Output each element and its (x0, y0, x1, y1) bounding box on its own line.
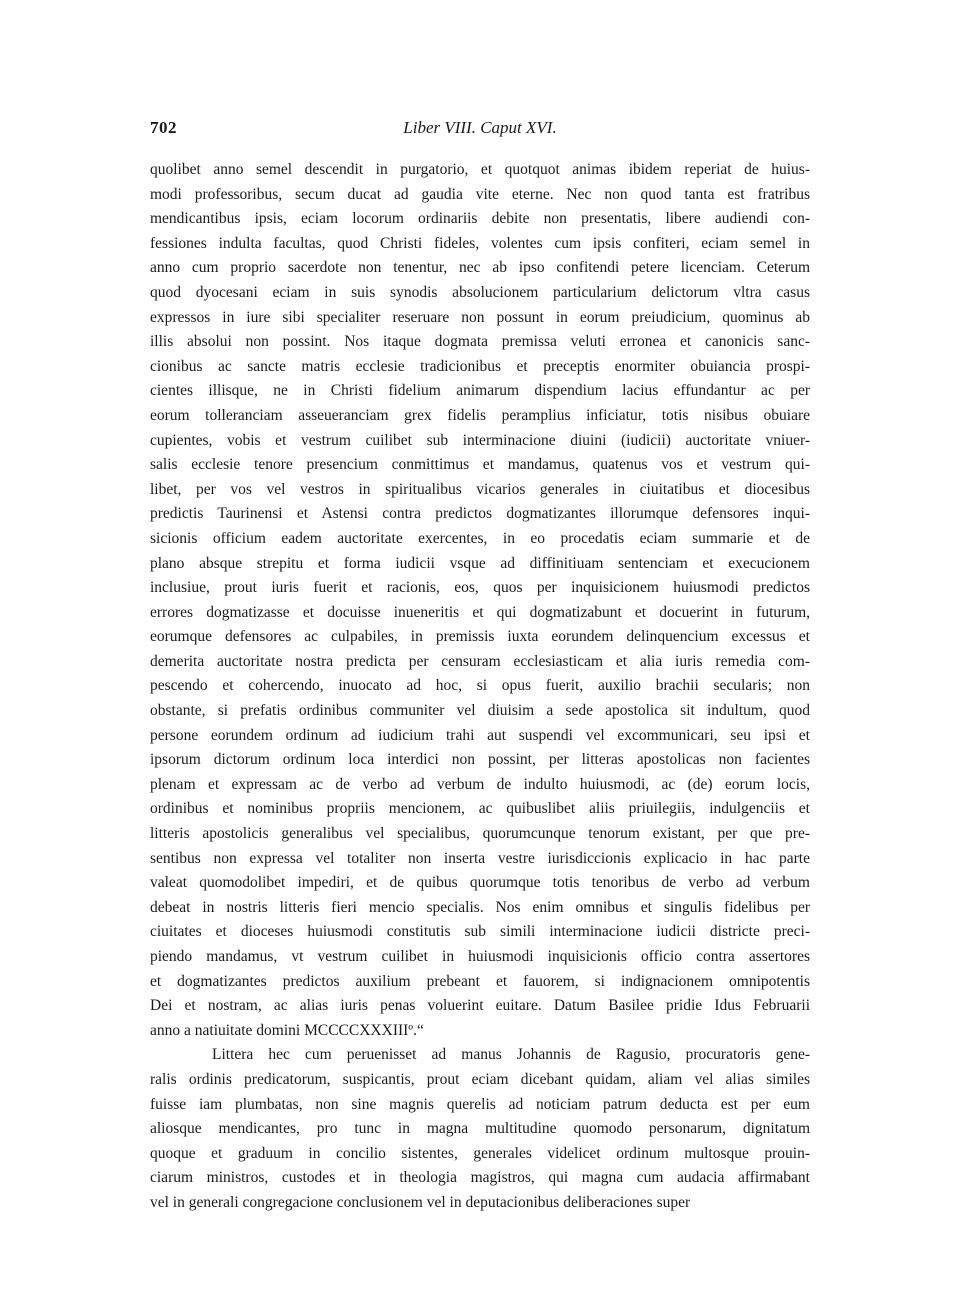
text-line: fessiones indulta facultas, quod Christi fideles, volentes cum ipsis confiteri, eciam semel in (150, 234, 810, 252)
text-line: quolibet anno semel descendit in purgatorio, et quotquot animas ibidem reperiat de huius- (150, 161, 810, 178)
text-line: eorum tolleranciam asseueranciam grex fidelis peramplius inficiatur, totis nisibus obuiare (150, 406, 810, 424)
text-line: aliosque mendicantes, pro tunc in magna multitudine quomodo personarum, dignitatum (150, 1120, 810, 1138)
text-line: valeat quomodolibet impediri, et de quibus quorumque totis tenoribus de verbo ad verbum (150, 874, 810, 892)
text-line: litteris apostolicis generalibus vel specialibus, quorumcunque tenorum existant, per que pre- (150, 825, 810, 843)
body-text (150, 158, 810, 1216)
text-line: cionibus ac sancte matris ecclesie tradicionibus et preceptis enormiter obuiancia prospi- (150, 357, 810, 375)
text-line: debeat in nostris litteris fieri mencio specialis. Nos enim omnibus et singulis fidelibus per (150, 898, 810, 916)
text-line: ralis ordinis predicatorum, suspicantis, prout eciam dicebant quidam, aliam vel alias similes (150, 1070, 810, 1088)
paragraph (150, 158, 810, 1043)
text-line: piendo mandamus, vt vestrum cuilibet in huiusmodi inquisicionis officio contra assertores (150, 948, 810, 965)
text-line: anno cum proprio sacerdote non tenentur, nec ab ipso confitendi petere licenciam. Ceterum (150, 259, 810, 277)
text-line: quod dyocesani eciam in suis synodis absolucionem particularium delictorum vltra casus (150, 283, 810, 301)
text-line: ciuitates et dioceses huiusmodi constitutis sub simili interminacione iudicii districte preci- (150, 923, 810, 941)
paragraph (150, 1043, 810, 1215)
text-line: obstante, si prefatis ordinibus communiter vel diuisim a sede apostolica sit indultum, quod (150, 702, 810, 720)
text-line: modi professoribus, secum ducat ad gaudia vite eterne. Nec non quod tanta est fratribus (150, 185, 810, 203)
text-line: plano absque strepitu et forma iudicii vsque ad diffinitiuam sentenciam et execucionem (150, 554, 810, 572)
text-line: et dogmatizantes predictos auxilium prebeant et fauorem, si indignacionem omnipotentis (150, 972, 810, 990)
text-line: predictis Taurinensi et Astensi contra predictos dogmatizantes illorumque defensores inqui- (150, 505, 810, 523)
running-head (150, 118, 810, 146)
text-line: anno a natiuitate domini MCCCCXXXIIIº.“ (150, 1021, 424, 1039)
text-line: eorumque defensores ac culpabiles, in premissis iuxta eorundem delinquencium excessus et (150, 628, 810, 646)
text-line: mendicantibus ipsis, eciam locorum ordinariis debite non presentatis, libere audiendi con- (150, 210, 810, 228)
page (150, 118, 810, 1216)
text-line: Littera hec cum peruenisset ad manus Johannis de Ragusio, procuratoris gene- (212, 1046, 810, 1064)
text-line: libet, per vos vel vestros in spiritualibus vicarios generales in ciuitatibus et diocesibus (150, 480, 810, 498)
text-line: demerita auctoritate nostra predicta per censuram ecclesiasticam et alia iuris remedia com- (150, 652, 810, 670)
text-line: Dei et nostram, ac alias iuris penas voluerint euitare. Datum Basilee pridie Idus Februarii (150, 997, 810, 1015)
text-line: pescendo et cohercendo, inuocato ad hoc, si opus fuerit, auxilio brachii secularis; non (150, 677, 810, 695)
text-line: plenam et expressam ac de verbo ad verbum de indulto huiusmodi, ac (de) eorum locis, (150, 775, 810, 793)
text-line: expressos in iure sibi specialiter reseruare non possunt in eorum preiudicium, quominus ab (150, 308, 810, 326)
text-line: sicionis officium eadem auctoritate exercentes, in eo procedatis eciam summarie et de (150, 529, 810, 547)
text-line: ipsorum dictorum ordinum loca interdici non possint, per litteras apostolicas non facientes (150, 751, 810, 769)
text-line: sentibus non expressa vel totaliter non inserta vestre iurisdiccionis explicacio in hac parte (150, 849, 810, 867)
text-line: persone eorundem ordinum ad iudicium trahi aut suspendi vel excommunicari, seu ipsi et (150, 726, 810, 744)
text-line: vel in generali congregacione conclusionem vel in deputacionibus deliberaciones super (150, 1193, 691, 1211)
text-line: salis ecclesie tenore presencium conmittimus et mandamus, quatenus vos et vestrum qui- (150, 456, 810, 474)
text-line: illis absolui non possint. Nos itaque dogmata premissa veluti erronea et canonicis sanc- (150, 333, 810, 351)
text-line: ordinibus et nominibus propriis mencionem, ac quibuslibet aliis priuilegiis, indulgenciis et (150, 800, 810, 818)
text-line: ciarum ministros, custodes et in theologia magistros, qui magna cum audacia affirmabant (150, 1169, 810, 1187)
text-line: errores dogmatizasse et docuisse inueneritis et qui dogmatizabunt et docuerint in futurum, (150, 603, 810, 621)
text-line: cupientes, vobis et vestrum cuilibet sub interminacione diuini (iudicii) auctoritate vniuer- (150, 431, 810, 449)
text-line: fuisse iam plumbatas, non sine magnis querelis ad noticiam patrum deducta est per eum (150, 1095, 810, 1113)
page-number: 702 (150, 118, 177, 137)
text-line: inclusiue, prout iuris fuerit et racionis, eos, quos per inquisicionem huiusmodi predictos (150, 579, 810, 597)
running-title: Liber VIII. Caput XVI. (403, 118, 557, 137)
text-line: quoque et graduum in concilio sistentes, generales videlicet ordinum multosque prouin- (150, 1144, 810, 1162)
text-line: cientes illisque, ne in Christi fidelium animarum dispendium lacius effundantur ac per (150, 382, 810, 400)
